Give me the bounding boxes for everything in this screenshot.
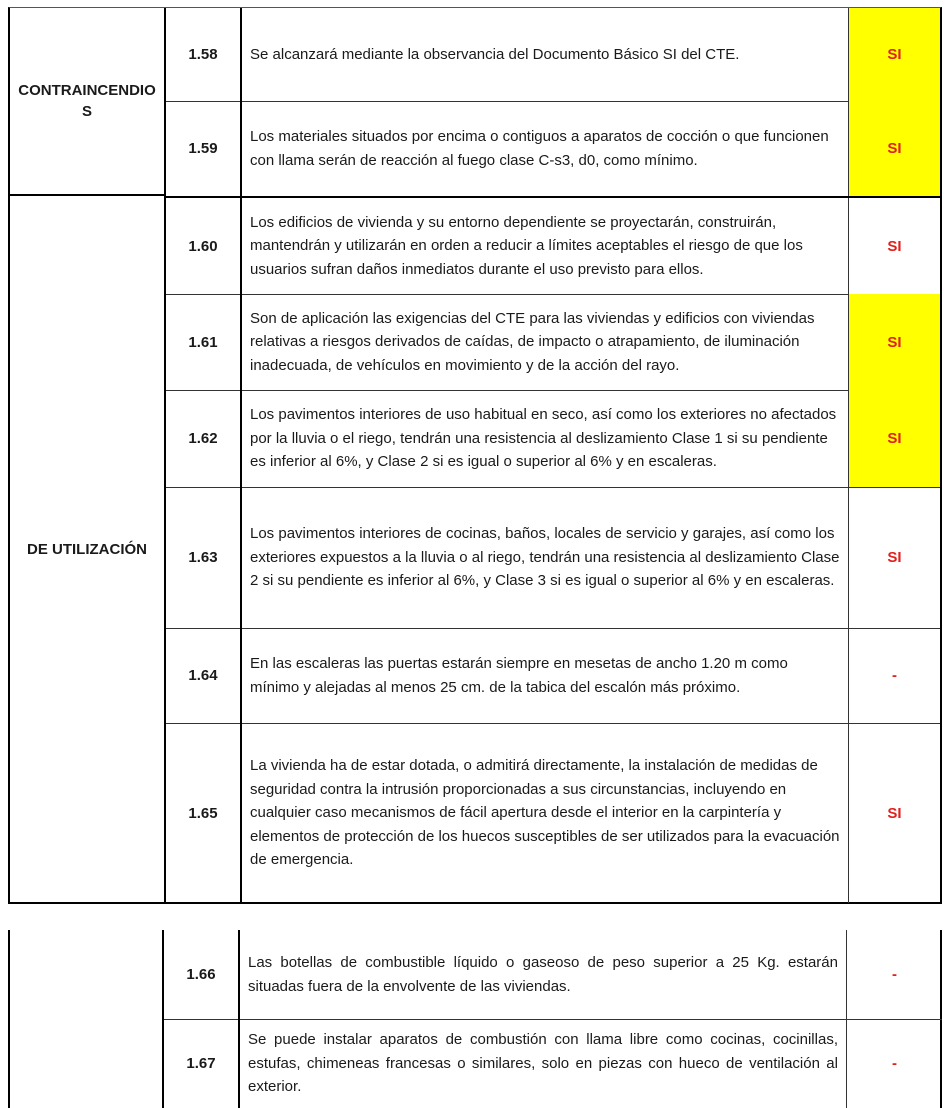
row-text-content: Las botellas de combustible líquido o gaseoso de peso superior a 25 Kg. estarán situadas fuera de la envolvente de las viviendas. [248, 954, 838, 995]
row-text [242, 294, 849, 390]
row-text [242, 390, 849, 487]
row-number: 1.66 [164, 930, 240, 1019]
row-number: 1.59 [166, 101, 242, 196]
row-text-content: En las escaleras las puertas estarán siempre en mesetas de ancho 1.20 m como mínimo y alejadas al menos 25 cm. de la tabica del escalón más próximo. [250, 655, 788, 696]
table-row [166, 101, 940, 198]
table-row [164, 930, 942, 1020]
result-badge: - [892, 667, 897, 684]
result-badge: SI [887, 549, 902, 566]
table-row [166, 8, 940, 102]
table-row [166, 723, 940, 903]
category-contraincendios [10, 8, 166, 196]
row-text-content: Los pavimentos interiores de cocinas, baños, locales de servicio y garajes, así como los exteriores expuestos a la lluvia o al riego, tendrán una resistencia al deslizamiento Clase 2 si su pendiente es inferior al 6%, y Clase 3 si es igual o superior al 6% y en escaleras. [250, 525, 840, 590]
row-number: 1.60 [166, 198, 242, 294]
table-row [166, 390, 940, 488]
row-text-content: Se puede instalar aparatos de combustión con llama libre como cocinas, cocinillas, estufas, chimeneas francesas o similares, solo en piezas con hueco de ventilación al exterior. [248, 1031, 838, 1096]
row-number: 1.63 [166, 487, 242, 628]
row-number: 1.61 [166, 294, 242, 390]
row-text-content: Los pavimentos interiores de uso habitual en seco, así como los exteriores no afectados por la lluvia o el riego, tendrán una resistencia al deslizamiento Clase 1 si su pendiente es inferior al 6%, y Clase 2 si es igual o superior al 6% y en escaleras. [250, 406, 837, 471]
table-row [166, 487, 940, 629]
result-badge: SI [849, 390, 940, 487]
row-number: 1.64 [166, 628, 242, 723]
result-badge: SI [887, 237, 902, 255]
row-text-content: La vivienda ha de estar dotada, o admitirá directamente, la instalación de medidas de seguridad contra la intrusión proporcionadas a sus circunstancias, incluyendo en cualquier caso mecanismos de fácil apertura desde el interior en la carpintería y elementos de protección de los huecos susceptibles de ser utilizados para la evacuación de emergencia. [250, 757, 840, 869]
category-label: CONTRAINCENDIOS [18, 82, 156, 120]
row-number: 1.58 [166, 8, 242, 101]
category-utilizacion [10, 196, 166, 903]
result-badge: SI [887, 804, 902, 822]
row-number: 1.62 [166, 390, 242, 487]
row-text [242, 101, 849, 196]
row-text [240, 930, 847, 1019]
requirements-table-section-1 [8, 7, 942, 904]
row-text-content: Los edificios de vivienda y su entorno dependiente se proyectarán, construirán, mantendrán y utilizarán en orden a reducir a límites aceptables el riesgo de que los usuarios sufran daños inmediatos durante el uso previsto para ellos. [250, 213, 803, 278]
row-number: 1.67 [164, 1019, 240, 1108]
result-badge: - [892, 966, 897, 983]
row-text [242, 628, 849, 723]
requirements-table-section-2 [8, 930, 942, 1108]
table-row [166, 198, 940, 295]
row-text [242, 198, 849, 294]
result-badge: SI [849, 294, 940, 390]
row-text-content: Son de aplicación las exigencias del CTE para las viviendas y edificios con viviendas relativas a riesgos derivados de caídas, de impacto o atrapamiento, de iluminación inadecuada, de vehículos en movimiento y de la acción del rayo. [250, 309, 815, 374]
row-text [240, 1019, 847, 1108]
row-text-content: Se alcanzará mediante la observancia del Documento Básico SI del CTE. [250, 45, 740, 63]
row-text [242, 487, 849, 628]
table-row [166, 294, 940, 391]
result-badge: SI [849, 101, 940, 196]
table-border-left [8, 930, 10, 1108]
result-badge: SI [849, 8, 940, 101]
table-row [166, 628, 940, 724]
row-text [242, 8, 849, 101]
row-text [242, 723, 849, 903]
row-number: 1.65 [166, 723, 242, 903]
row-text-content: Los materiales situados por encima o contiguos a aparatos de cocción o que funcionen con llama serán de reacción al fuego clase C-s3, d0, como mínimo. [250, 128, 829, 169]
category-label: DE UTILIZACIÓN [27, 541, 147, 558]
table-row [164, 1019, 942, 1108]
result-badge: - [892, 1055, 897, 1072]
